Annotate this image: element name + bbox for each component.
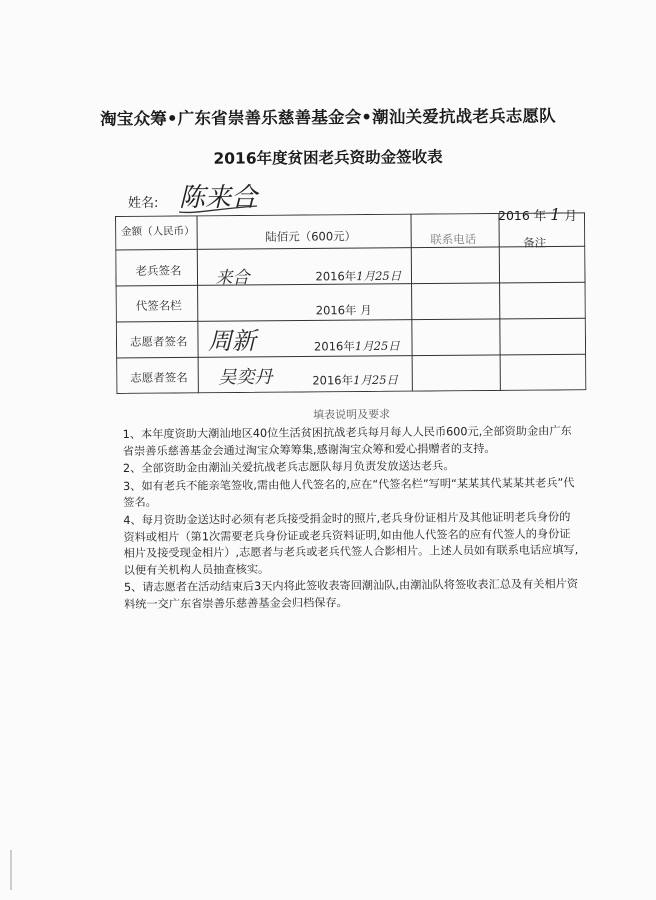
proxy-date-printed: 2016年 月 bbox=[315, 302, 372, 318]
volunteer-1-date-printed: 2016年 bbox=[313, 339, 355, 354]
note-item-2: 2、全部资助金由潮汕关爱抗战老兵志愿队每月负责发放送达老兵。 bbox=[122, 459, 455, 476]
veteran-date-hand: 1月25日 bbox=[356, 268, 402, 284]
note-item-4: 4、每月资助金送达时必须有老兵接受捐金时的照片,老兵身份证相片及其他证明老兵身份的资料或相片（第1次需要老兵身份证或老兵资料证明,如由他人代签名的应有代签人的身份证相片及接受现金相片）,志愿者与老兵或老兵代签人合影相片。上述人员如有联系电话应填写,以便有关机构人员抽查核实。 bbox=[123, 510, 579, 577]
top-date-year: 2016 年 bbox=[498, 208, 547, 223]
page-edge-mark bbox=[10, 850, 12, 890]
header-remark-label: 备注 bbox=[523, 235, 547, 250]
volunteer-2-date-printed: 2016年 bbox=[312, 373, 354, 388]
volunteer-1-date-hand: 1月25日 bbox=[354, 338, 400, 354]
header-amount-label: 金额（人民币） bbox=[121, 225, 195, 238]
header-amount-value: 陆佰元（600元） bbox=[265, 229, 357, 244]
volunteer-2-date-hand: 1月25日 bbox=[353, 372, 399, 388]
top-date-month-text: 月 bbox=[564, 208, 577, 223]
note-item-5: 5、请志愿者在活动结束后3天内将此签收表寄回潮汕队,由潮汕队将签收表汇总及有关相片资料统一交广东省崇善乐慈善基金会归档保存。 bbox=[123, 577, 579, 611]
volunteer-2-date bbox=[312, 372, 398, 389]
volunteer-1-date bbox=[314, 338, 400, 355]
volunteer-2-signature: 吴奕丹 bbox=[218, 366, 273, 389]
veteran-date bbox=[315, 268, 401, 285]
proxy-date bbox=[316, 302, 372, 318]
notes-header: 填表说明及要求 bbox=[313, 407, 391, 422]
row-label-veteran: 老兵签名 bbox=[135, 263, 182, 278]
name-signature bbox=[175, 176, 261, 218]
veteran-date-printed: 2016年 bbox=[315, 269, 357, 284]
note-item-3: 3、如有老兵不能亲笔签收,需由他人代签名的,应在“代签名栏”写明“某某其代某某其老兵”代签名。 bbox=[123, 476, 575, 510]
name-signature-text: 陈来合 bbox=[179, 183, 258, 213]
title-line-1: 淘宝众筹•广东省崇善乐慈善基金会•潮汕关爱抗战老兵志愿队 bbox=[100, 106, 556, 129]
volunteer-1-signature: 周新 bbox=[207, 326, 257, 356]
header-phone-label: 联系电话 bbox=[430, 232, 477, 247]
veteran-signature: 来合 bbox=[215, 267, 250, 289]
row-label-proxy: 代签名栏 bbox=[135, 298, 182, 313]
top-date-month-hand: 1 bbox=[550, 205, 561, 224]
note-item-1: 1、本年度资助大潮汕地区40位生活贫困抗战老兵每月每人人民币600元,全部资助金由广东省崇善乐慈善基金会通过淘宝众筹筹集,感谢淘宝众筹和爱心捐赠者的支持。 bbox=[122, 424, 572, 458]
sign-form bbox=[115, 212, 588, 656]
row-label-volunteer-1: 志愿者签名 bbox=[129, 334, 188, 349]
title-line-2: 2016年度贫困老兵资助金签收表 bbox=[213, 148, 443, 168]
name-label: 姓名: bbox=[128, 196, 159, 211]
row-label-volunteer-2: 志愿者签名 bbox=[130, 370, 188, 385]
notes-list bbox=[123, 423, 580, 614]
